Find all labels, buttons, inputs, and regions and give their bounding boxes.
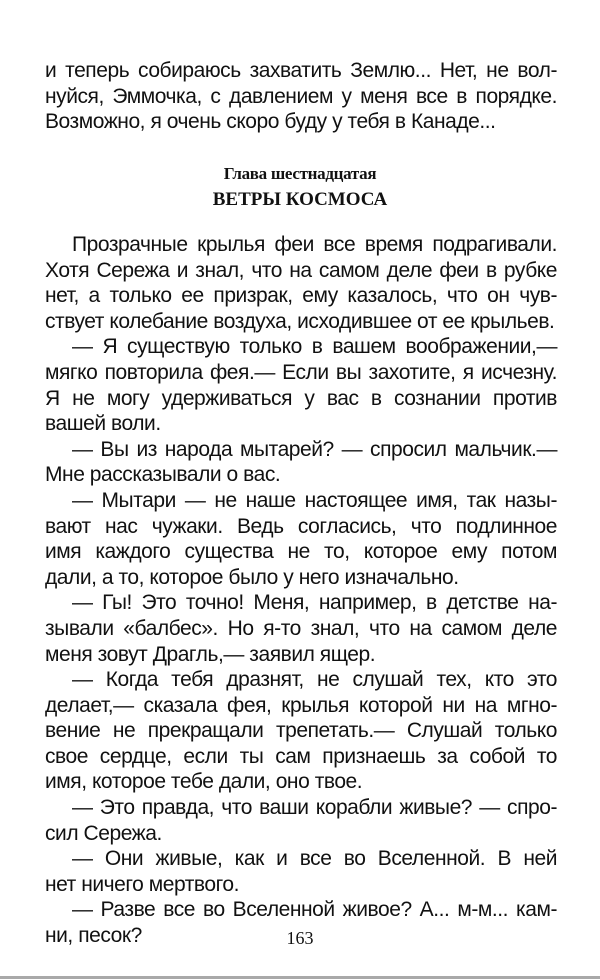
text-line: — Гы! Это точно! Меня, например, в детстве на- [72,591,557,615]
text-line: мягко повторила фея.— Если вы захотите, я исчезну. [45,360,557,384]
text-line: вают нас чужаки. Ведь согласись, что подлинное [45,514,557,538]
text-line: — Вы из народа мытарей? — спросил мальчик.— [72,437,557,461]
chapter-label: Глава шестнадцатая [223,164,377,183]
text-line: — Мытари — не наше настоящее имя, так назы- [72,488,557,512]
text-line: имя каждого существа не то, которое ему потом [45,540,557,564]
text-line: нет, а только ее призрак, ему казалось, что он чув- [45,284,557,308]
page-bottom-edge [0,976,600,979]
chapter-title: ВЕТРЫ КОСМОСА [212,189,388,210]
text-line: вашей воли. [45,412,161,436]
text-line: нет ничего мертвого. [45,872,239,896]
previous-chapter-ending [45,58,557,135]
text-line: Хотя Сережа и знал, что на самом деле феи в рубке [45,258,557,282]
text-line: ни, песок? [45,924,142,948]
chapter-body [45,232,557,949]
text-line: свое сердце, если ты сам признаешь за собой то [45,744,557,768]
text-line: — Они живые, как и все во Вселенной. В ней [72,847,557,871]
page-number: 163 [286,928,314,948]
text-line: — Разве все во Вселенной живое? А... м-м... кам- [72,898,557,922]
text-line: — Когда тебя дразнят, не слушай тех, кто это [72,668,557,692]
text-line: ствует колебание воздуха, исходившее от ее крыльев. [45,309,555,333]
text-line: Мне рассказывали о вас. [45,463,281,487]
text-line: вение не прекращали трепетать.— Слушай только [45,719,557,743]
text-line: нуйся, Эммочка, с давлением у меня все в порядке. [45,84,557,108]
text-line: зывали «балбес». Но я-то знал, что на самом деле [45,616,557,640]
text-line: — Я существую только в вашем воображении,— [72,335,557,359]
text-line: сил Сережа. [45,821,162,845]
text-line: дали, а то, которое было у него изначально. [45,565,459,589]
text-line: Возможно, я очень скоро буду у тебя в Канаде... [45,110,496,134]
text-line: Прозрачные крылья феи все время подрагивали. [72,233,557,256]
text-line: имя, которое тебе дали, оно твое. [45,770,363,794]
text-line: — Это правда, что ваши корабли живые? — спро- [72,796,557,820]
text-line: Я не могу удерживаться у вас в сознании против [45,386,557,410]
text-line: делает,— сказала фея, крылья которой ни на мгно- [45,693,557,717]
text-line: меня зовут Драгль,— заявил ящер. [45,642,376,666]
text-line: и теперь собираюсь захватить Землю... Нет, не вол- [45,59,557,82]
